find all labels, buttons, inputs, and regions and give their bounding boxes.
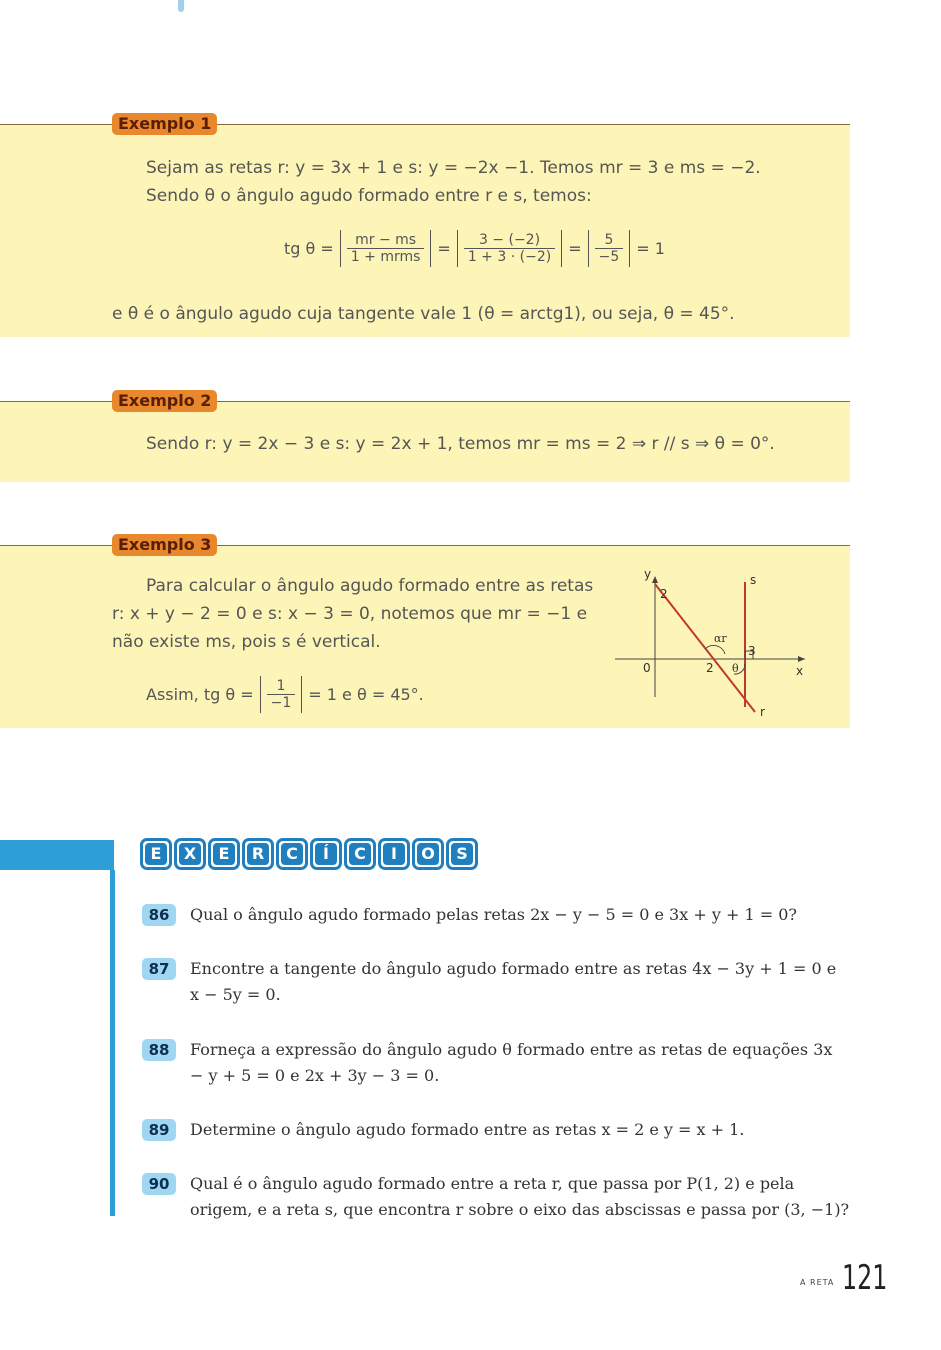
- s-value-label: 3: [748, 644, 756, 658]
- title-letter-4: R: [242, 838, 274, 870]
- example-3-tag: Exemplo 3: [112, 534, 217, 556]
- x-axis-arrow: [798, 656, 805, 662]
- equals-1: =: [437, 239, 451, 258]
- y-label: y: [644, 567, 652, 581]
- title-letter-7: C: [344, 838, 376, 870]
- title-letter-1: E: [140, 838, 172, 870]
- exercise-number-89: 89: [142, 1119, 176, 1141]
- exercise-number-87: 87: [142, 958, 176, 980]
- example-1-line-1: Sejam as retas r: y = 3x + 1 e s: y = −2x −1. Temos mr = 3 e ms = −2.: [146, 158, 761, 178]
- r-label: r: [760, 705, 765, 719]
- exercises-header-bar: [0, 840, 114, 870]
- exercises-title: [140, 838, 478, 870]
- fraction-1-denominator: 1 + mrms: [350, 249, 421, 265]
- abs-fraction: [260, 676, 303, 713]
- title-letter-3: E: [208, 838, 240, 870]
- example-3-line-1: Para calcular o ângulo agudo formado entre as retas: [146, 576, 594, 596]
- fraction-denominator: −1: [270, 695, 292, 711]
- formula-lhs: tg θ =: [284, 239, 334, 258]
- x-label: x: [796, 664, 804, 678]
- example-3-formula: [146, 676, 424, 713]
- fraction-2-denominator: 1 + 3 · (−2): [467, 249, 552, 265]
- exercise-text-89: Determine o ângulo agudo formado entre as retas x = 2 e y = x + 1.: [190, 1120, 745, 1139]
- exercise-number-90: 90: [142, 1173, 176, 1195]
- abs-fraction-3: [588, 230, 631, 267]
- title-letter-10: S: [446, 838, 478, 870]
- abs-fraction-1: [340, 230, 432, 267]
- fraction-3-denominator: −5: [598, 249, 620, 265]
- y-axis-arrow: [652, 576, 658, 583]
- example-3-line-3: não existe ms, pois s é vertical.: [112, 632, 381, 652]
- example-3-line-2: r: x + y − 2 = 0 e s: x − 3 = 0, notemos que mr = −1 e: [112, 604, 588, 624]
- title-letter-5: C: [276, 838, 308, 870]
- exercise-number-86: 86: [142, 904, 176, 926]
- exercise-text-88: Forneça a expressão do ângulo agudo θ formado entre as retas de equações 3x − y + 5 = 0 e 2x + 3y − 3 = 0.: [190, 1040, 833, 1085]
- title-letter-8: I: [378, 838, 410, 870]
- formula-result: = 1: [636, 239, 665, 258]
- exercise-text-90: Qual é o ângulo agudo formado entre a reta r, que passa por P(1, 2) e pela origem, e a reta s, que encontra r sobre o eixo das abscissas e passa por (3, −1)?: [190, 1174, 850, 1219]
- line-r: [655, 584, 755, 712]
- y-intercept-label: 2: [660, 587, 668, 601]
- example-1-tag: Exemplo 1: [112, 113, 217, 135]
- fraction-1-numerator: mr − ms: [347, 232, 425, 249]
- fraction-2-numerator: 3 − (−2): [464, 232, 555, 249]
- origin-label: 0: [643, 661, 651, 675]
- exercises-side-rule: [110, 870, 115, 1216]
- fraction-numerator: 1: [267, 678, 296, 695]
- abs-fraction-2: [457, 230, 562, 267]
- example-1-line-3: e θ é o ângulo agudo cuja tangente vale 1 (θ = arctg1), ou seja, θ = 45°.: [112, 304, 735, 324]
- exercise-number-88: 88: [142, 1039, 176, 1061]
- example-1-formula: [284, 230, 665, 267]
- title-letter-2: X: [174, 838, 206, 870]
- formula-lhs: Assim, tg θ =: [146, 685, 254, 704]
- chapter-label: A RETA: [800, 1278, 835, 1287]
- example-1-line-2: Sendo θ o ângulo agudo formado entre r e s, temos:: [146, 186, 592, 206]
- s-label: s: [750, 573, 757, 587]
- equals-2: =: [568, 239, 582, 258]
- x-intercept-label: 2: [706, 661, 714, 675]
- example-2-tag: Exemplo 2: [112, 390, 217, 412]
- fraction-3-numerator: 5: [595, 232, 624, 249]
- example-2-line-1: Sendo r: y = 2x − 3 e s: y = 2x + 1, temos mr = ms = 2 ⇒ r // s ⇒ θ = 0°.: [146, 434, 775, 454]
- title-letter-6: Í: [310, 838, 342, 870]
- exercise-text-87: Encontre a tangente do ângulo agudo formado entre as retas 4x − 3y + 1 = 0 e x − 5y = 0.: [190, 959, 837, 1004]
- formula-result: = 1 e θ = 45°.: [308, 685, 424, 704]
- alpha-label: αr: [714, 632, 727, 645]
- theta-label: θ: [732, 662, 739, 675]
- top-color-mark: [178, 0, 184, 12]
- exercise-text-86: Qual o ângulo agudo formado pelas retas 2x − y − 5 = 0 e 3x + y + 1 = 0?: [190, 905, 797, 924]
- title-letter-9: O: [412, 838, 444, 870]
- lines-diagram: [610, 562, 810, 722]
- page-number: 121: [842, 1258, 888, 1298]
